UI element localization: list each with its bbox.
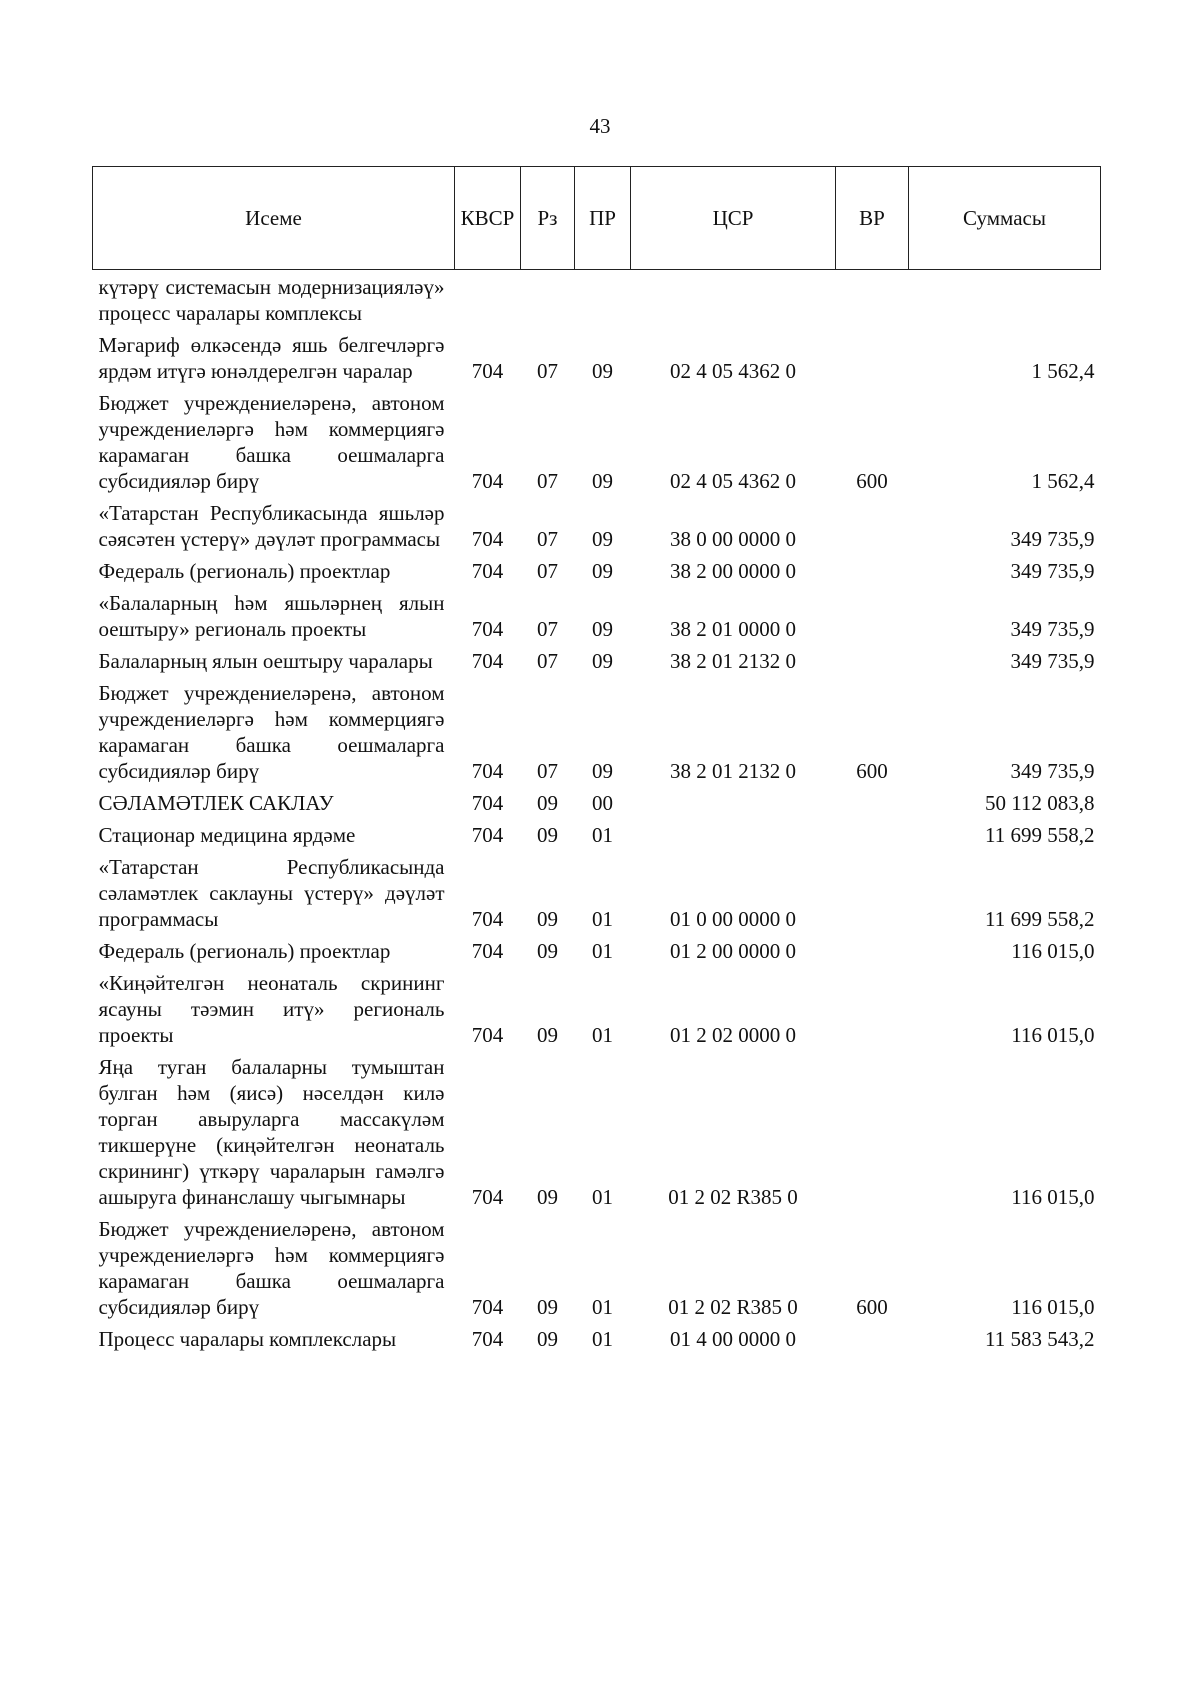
cell-vr <box>836 329 909 387</box>
header-kvsr: КВСР <box>455 167 521 270</box>
page-number: 43 <box>589 114 611 138</box>
cell-vr <box>836 497 909 555</box>
cell-csr: 38 2 01 2132 0 <box>670 649 796 673</box>
table-row <box>93 329 1101 387</box>
cell-csr <box>631 787 836 819</box>
cell-kvsr: 704 <box>471 527 504 551</box>
cell-vr: 600 <box>856 1295 888 1319</box>
cell-kvsr: 704 <box>471 939 504 963</box>
cell-sum: 349 735,9 <box>1010 649 1095 673</box>
cell-name: «Балаларның һәм яшьләрнең ялын оештыру» региональ проекты <box>98 591 445 641</box>
cell-csr: 01 2 00 0000 0 <box>670 939 796 963</box>
cell-sum: 349 735,9 <box>1010 559 1095 583</box>
cell-rz: 09 <box>537 907 558 931</box>
cell-pr: 09 <box>592 617 613 641</box>
cell-kvsr: 704 <box>471 559 504 583</box>
cell-csr: 01 4 00 0000 0 <box>670 1327 796 1351</box>
cell-sum: 1 562,4 <box>1031 359 1095 383</box>
cell-name: «Татарстан Республикасында яшьләр сәясәтен үстерү» дәүләт программасы <box>98 501 445 551</box>
cell-rz: 07 <box>537 617 558 641</box>
cell-name: Федераль (региональ) проектлар <box>98 559 391 583</box>
cell-csr: 01 2 02 0000 0 <box>670 1023 796 1047</box>
table-row <box>93 497 1101 555</box>
cell-csr: 38 0 00 0000 0 <box>670 527 796 551</box>
cell-kvsr: 704 <box>471 759 504 783</box>
cell-name: СӘЛАМӘТЛЕК САКЛАУ <box>98 791 334 815</box>
cell-sum: 11 699 558,2 <box>985 907 1095 931</box>
table-row <box>93 645 1101 677</box>
cell-pr: 09 <box>592 469 613 493</box>
table-header <box>93 167 1101 270</box>
cell-name: Бюджет учреждениеләренә, автоном учреждениеләргә һәм коммерциягә карамаган башка оешмаларга субсидияләр бирү <box>98 681 445 783</box>
cell-vr <box>836 967 909 1051</box>
cell-vr <box>836 555 909 587</box>
table-row <box>93 1051 1101 1213</box>
cell-name: Процесс чаралары комплекслары <box>98 1327 397 1351</box>
cell-kvsr: 704 <box>471 1295 504 1319</box>
cell-sum: 116 015,0 <box>1011 1185 1095 1209</box>
cell-pr: 09 <box>592 559 613 583</box>
cell-rz: 09 <box>537 791 558 815</box>
header-vr: ВР <box>836 167 909 270</box>
cell-rz: 09 <box>537 823 558 847</box>
cell-kvsr <box>455 270 521 330</box>
cell-rz: 07 <box>537 649 558 673</box>
cell-rz: 09 <box>537 939 558 963</box>
cell-kvsr: 704 <box>471 1023 504 1047</box>
table-row <box>93 555 1101 587</box>
cell-rz: 07 <box>537 469 558 493</box>
cell-csr: 01 2 02 R385 0 <box>668 1295 798 1319</box>
table-row <box>93 935 1101 967</box>
cell-sum: 116 015,0 <box>1011 1023 1095 1047</box>
header-name: Исеме <box>93 167 455 270</box>
cell-sum: 1 562,4 <box>1031 469 1095 493</box>
cell-kvsr: 704 <box>471 907 504 931</box>
cell-pr: 01 <box>592 939 613 963</box>
cell-rz: 09 <box>537 1295 558 1319</box>
table-row <box>93 387 1101 497</box>
cell-rz: 07 <box>537 359 558 383</box>
cell-kvsr: 704 <box>471 1327 504 1351</box>
header-sum: Суммасы <box>909 167 1101 270</box>
table-row <box>93 587 1101 645</box>
cell-csr: 38 2 01 2132 0 <box>670 759 796 783</box>
cell-name: Стационар медицина ярдәме <box>98 823 356 847</box>
cell-rz: 07 <box>537 527 558 551</box>
cell-sum: 11 583 543,2 <box>985 1327 1095 1351</box>
cell-kvsr: 704 <box>471 823 504 847</box>
cell-sum: 11 699 558,2 <box>985 823 1095 847</box>
cell-name: Балаларның ялын оештыру чаралары <box>98 649 433 673</box>
cell-kvsr: 704 <box>471 617 504 641</box>
cell-rz: 07 <box>537 759 558 783</box>
cell-vr <box>836 587 909 645</box>
cell-pr: 09 <box>592 359 613 383</box>
cell-name: Мәгариф өлкәсендә яшь белгечләргә ярдәм итүгә юнәлдерелгән чаралар <box>98 333 445 383</box>
cell-name: күтәрү системасын модернизацияләү» процесс чаралары комплексы <box>98 275 445 325</box>
cell-vr <box>836 787 909 819</box>
cell-vr: 600 <box>856 759 888 783</box>
cell-vr <box>836 1051 909 1213</box>
cell-kvsr: 704 <box>471 649 504 673</box>
cell-pr: 01 <box>592 1327 613 1351</box>
cell-pr: 01 <box>592 1185 613 1209</box>
cell-vr <box>836 851 909 935</box>
cell-csr <box>631 819 836 851</box>
table-row <box>93 1323 1101 1355</box>
budget-table <box>92 166 1101 1355</box>
cell-csr: 01 0 00 0000 0 <box>670 907 796 931</box>
cell-pr: 09 <box>592 527 613 551</box>
cell-sum: 349 735,9 <box>1010 617 1095 641</box>
cell-pr: 00 <box>592 791 613 815</box>
cell-rz: 09 <box>537 1185 558 1209</box>
cell-name: Бюджет учреждениеләренә, автоном учреждениеләргә һәм коммерциягә карамаган башка оешмаларга субсидияләр бирү <box>98 1217 445 1319</box>
cell-csr: 02 4 05 4362 0 <box>670 359 796 383</box>
cell-vr <box>836 819 909 851</box>
header-csr: ЦСР <box>631 167 836 270</box>
cell-rz <box>521 270 575 330</box>
cell-rz: 07 <box>537 559 558 583</box>
cell-name: Бюджет учреждениеләренә, автоном учреждениеләргә һәм коммерциягә карамаган башка оешмаларга субсидияләр бирү <box>98 391 445 493</box>
table-row <box>93 851 1101 935</box>
cell-vr <box>836 645 909 677</box>
table-row <box>93 787 1101 819</box>
cell-sum: 50 112 083,8 <box>985 791 1095 815</box>
cell-sum: 349 735,9 <box>1010 527 1095 551</box>
cell-name: «Татарстан Республикасында сәламәтлек саклауны үстерү» дәүләт программасы <box>98 855 445 931</box>
table-row <box>93 677 1101 787</box>
table-row <box>93 1213 1101 1323</box>
table-row <box>93 967 1101 1051</box>
header-pr: ПР <box>575 167 631 270</box>
cell-name: Яңа туган балаларны тумыштан булган һәм (яисә) нәселдән килә торган авыруларга массакүләм тикшерүне (киңәйтелгән неонаталь скрининг) үткәрү чараларын гамәлгә ашыруга финанслашу чыгымнары <box>98 1055 445 1209</box>
cell-name: Федераль (региональ) проектлар <box>98 939 391 963</box>
cell-kvsr: 704 <box>471 791 504 815</box>
table-row <box>93 819 1101 851</box>
cell-pr: 09 <box>592 649 613 673</box>
cell-vr <box>836 935 909 967</box>
cell-csr: 38 2 01 0000 0 <box>670 617 796 641</box>
cell-kvsr: 704 <box>471 1185 504 1209</box>
cell-name: «Киңәйтелгән неонаталь скрининг ясауны тәэмин итү» региональ проекты <box>98 971 445 1047</box>
cell-pr <box>575 270 631 330</box>
cell-kvsr: 704 <box>471 359 504 383</box>
cell-csr: 38 2 00 0000 0 <box>670 559 796 583</box>
cell-vr <box>836 270 909 330</box>
cell-rz: 09 <box>537 1023 558 1047</box>
cell-sum: 116 015,0 <box>1011 939 1095 963</box>
header-rz: Рз <box>521 167 575 270</box>
cell-sum: 349 735,9 <box>1010 759 1095 783</box>
cell-pr: 01 <box>592 1295 613 1319</box>
cell-vr <box>836 1323 909 1355</box>
cell-vr: 600 <box>856 469 888 493</box>
cell-rz: 09 <box>537 1327 558 1351</box>
cell-pr: 09 <box>592 759 613 783</box>
cell-csr: 01 2 02 R385 0 <box>668 1185 798 1209</box>
cell-kvsr: 704 <box>471 469 504 493</box>
table-row <box>93 270 1101 330</box>
table-body <box>93 270 1101 1356</box>
cell-pr: 01 <box>592 1023 613 1047</box>
cell-sum <box>909 270 1101 330</box>
cell-pr: 01 <box>592 823 613 847</box>
cell-csr: 02 4 05 4362 0 <box>670 469 796 493</box>
cell-pr: 01 <box>592 907 613 931</box>
cell-sum: 116 015,0 <box>1011 1295 1095 1319</box>
cell-csr <box>631 270 836 330</box>
